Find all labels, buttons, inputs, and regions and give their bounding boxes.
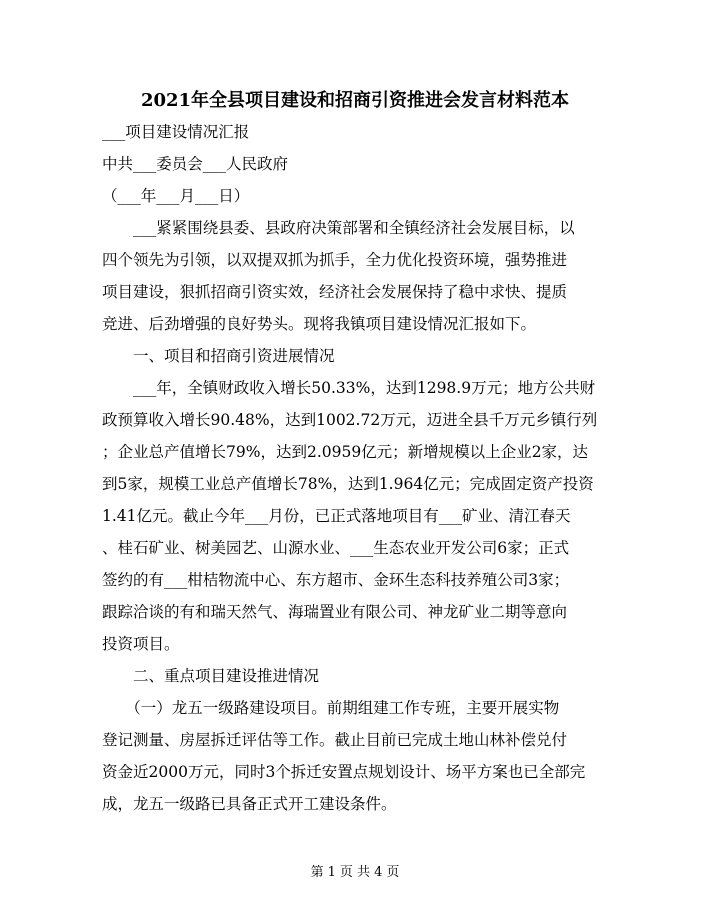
paragraph-line: 投资项目。 [102,635,180,653]
paragraph-line: ___年，全镇财政收入增长50.33%，达到1298.9万元；地方公共财 [102,379,596,397]
footer-mid: 页 共 [339,865,371,880]
current-page-number: 1 [327,865,336,880]
paragraph-line: 竞进、后劲增强的良好势头。现将我镇项目建设情况汇报如下。 [102,315,537,333]
paragraph-line: （一）龙五一级路建设项目。前期组建工作专班，主要开展实物 [102,699,560,717]
paragraph-line: 政预算收入增长90.48%，达到1002.72万元，迈进全县千万元乡镇行列 [102,411,598,429]
total-pages: 4 [374,865,383,880]
page-footer [0,861,710,880]
paragraph-line: 登记测量、房屋拆迁评估等工作。截止目前已完成土地山林补偿兑付 [102,731,568,749]
section-heading-1: 一、项目和招商引资进展情况 [102,347,335,365]
document-title: 2021年全县项目建设和招商引资推进会发言材料范本 [140,90,570,111]
paragraph-line: 到5家，规模工业总产值增长78%，达到1.964亿元；完成固定资产投资 [102,475,594,493]
paragraph-line: 项目建设，狠抓招商引资实效，经济社会发展保持了稳中求快、提质 [102,283,568,301]
paragraph-line: 跟踪洽谈的有和瑞天然气、海瑞置业有限公司、神龙矿业二期等意向 [102,603,568,621]
paragraph-line: 资金近2000万元，同时3个拆迁安置点规划设计、场平方案也已全部完 [102,763,586,781]
section-heading-2: 二、重点项目建设推进情况 [102,667,320,685]
date-line: （___年___月___日） [102,187,250,205]
paragraph-line: ；企业总产值增长79%，达到2.0959亿元；新增规模以上企业2家，达 [102,443,589,461]
issuer-line: 中共___委员会___人民政府 [102,155,289,173]
paragraph-line: 1.41亿元。截止今年___月份，已正式落地项目有___矿业、清江春天 [102,507,571,525]
paragraph-line: 签约的有___柑桔物流中心、东方超市、金环生态科技养殖公司3家； [102,571,570,589]
paragraph-line: 四个领先为引领，以双提双抓为抓手，全力优化投资环境，强势推进 [102,251,568,269]
paragraph-line: ___紧紧围绕县委、县政府决策部署和全镇经济社会发展目标，以 [102,219,575,237]
paragraph-line: 、桂石矿业、树美园艺、山源水业、___生态农业开发公司6家；正式 [102,539,570,557]
footer-suffix: 页 [386,865,400,880]
footer-prefix: 第 [310,865,324,880]
paragraph-line: 成，龙五一级路已具备正式开工建设条件。 [102,795,397,813]
report-heading: ___项目建设情况汇报 [102,123,250,141]
